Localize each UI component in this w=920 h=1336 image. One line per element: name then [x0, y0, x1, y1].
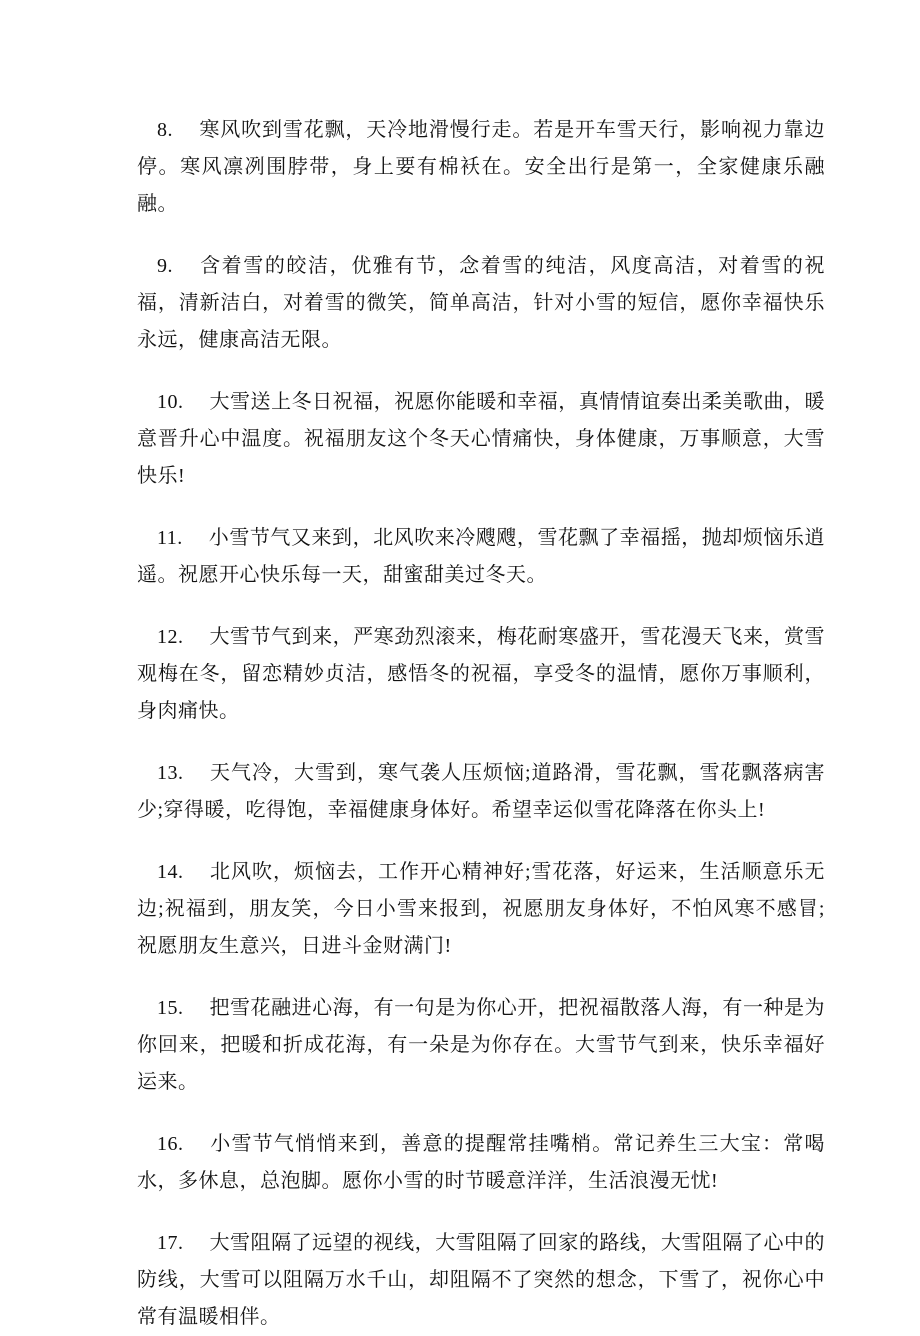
paragraph: [137, 520, 825, 594]
paragraph-number: 10.: [157, 391, 184, 413]
paragraph-text: 大雪阻隔了远望的视线，大雪阻隔了回家的路线，大雪阻隔了心中的防线，大雪可以阻隔万水千山，却阻隔不了突然的想念，下雪了，祝你心中常有温暖相伴。: [137, 1232, 825, 1328]
paragraph: [137, 1126, 825, 1200]
paragraph-text: 小雪节气悄悄来到，善意的提醒常挂嘴梢。常记养生三大宝：常喝水，多休息，总泡脚。愿你小雪的时节暖意洋洋，生活浪漫无忧!: [137, 1133, 825, 1192]
paragraph-text: 天气冷，大雪到，寒气袭人压烦恼;道路滑，雪花飘，雪花飘落病害少;穿得暖，吃得饱，幸福健康身体好。希望幸运似雪花降落在你头上!: [137, 762, 825, 821]
paragraph: [137, 1225, 825, 1336]
paragraph: [137, 854, 825, 965]
paragraph-number: 8.: [157, 119, 173, 141]
paragraph: [137, 384, 825, 495]
paragraph: [137, 755, 825, 829]
paragraph-text: 大雪送上冬日祝福，祝愿你能暖和幸福，真情情谊奏出柔美歌曲，暖意晋升心中温度。祝福朋友这个冬天心情痛快，身体健康，万事顺意，大雪快乐!: [137, 391, 825, 487]
paragraph-number: 17.: [157, 1232, 184, 1254]
paragraph-number: 14.: [157, 861, 184, 883]
paragraph-number: 13.: [157, 762, 184, 784]
paragraph: [137, 112, 825, 223]
paragraph-text: 把雪花融进心海，有一句是为你心开，把祝福散落人海，有一种是为你回来，把暖和折成花海，有一朵是为你存在。大雪节气到来，快乐幸福好运来。: [137, 997, 825, 1093]
paragraph-text: 小雪节气又来到，北风吹来冷飕飕，雪花飘了幸福摇，抛却烦恼乐逍遥。祝愿开心快乐每一天，甜蜜甜美过冬天。: [137, 527, 825, 586]
paragraph-text: 大雪节气到来，严寒劲烈滚来，梅花耐寒盛开，雪花漫天飞来，赏雪观梅在冬，留恋精妙贞洁，感悟冬的祝福，享受冬的温情，愿你万事顺利，身肉痛快。: [137, 626, 825, 722]
paragraph-number: 15.: [157, 997, 184, 1019]
paragraph-number: 11.: [157, 527, 183, 549]
paragraph-number: 12.: [157, 626, 184, 648]
paragraph: [137, 990, 825, 1101]
paragraph: [137, 619, 825, 730]
paragraph: [137, 248, 825, 359]
paragraph-text: 寒风吹到雪花飘，天冷地滑慢行走。若是开车雪天行，影响视力靠边停。寒风凛冽围脖带，身上要有棉袄在。安全出行是第一，全家健康乐融融。: [137, 119, 825, 215]
paragraph-number: 16.: [157, 1133, 184, 1155]
paragraph-text: 北风吹，烦恼去，工作开心精神好;雪花落，好运来，生活顺意乐无边;祝福到，朋友笑，今日小雪来报到，祝愿朋友身体好，不怕风寒不感冒;祝愿朋友生意兴，日进斗金财满门!: [137, 861, 825, 957]
paragraph-number: 9.: [157, 255, 173, 277]
paragraph-text: 含着雪的皎洁，优雅有节，念着雪的纯洁，风度高洁，对着雪的祝福，清新洁白，对着雪的微笑，简单高洁，针对小雪的短信，愿你幸福快乐永远，健康高洁无限。: [137, 255, 825, 351]
